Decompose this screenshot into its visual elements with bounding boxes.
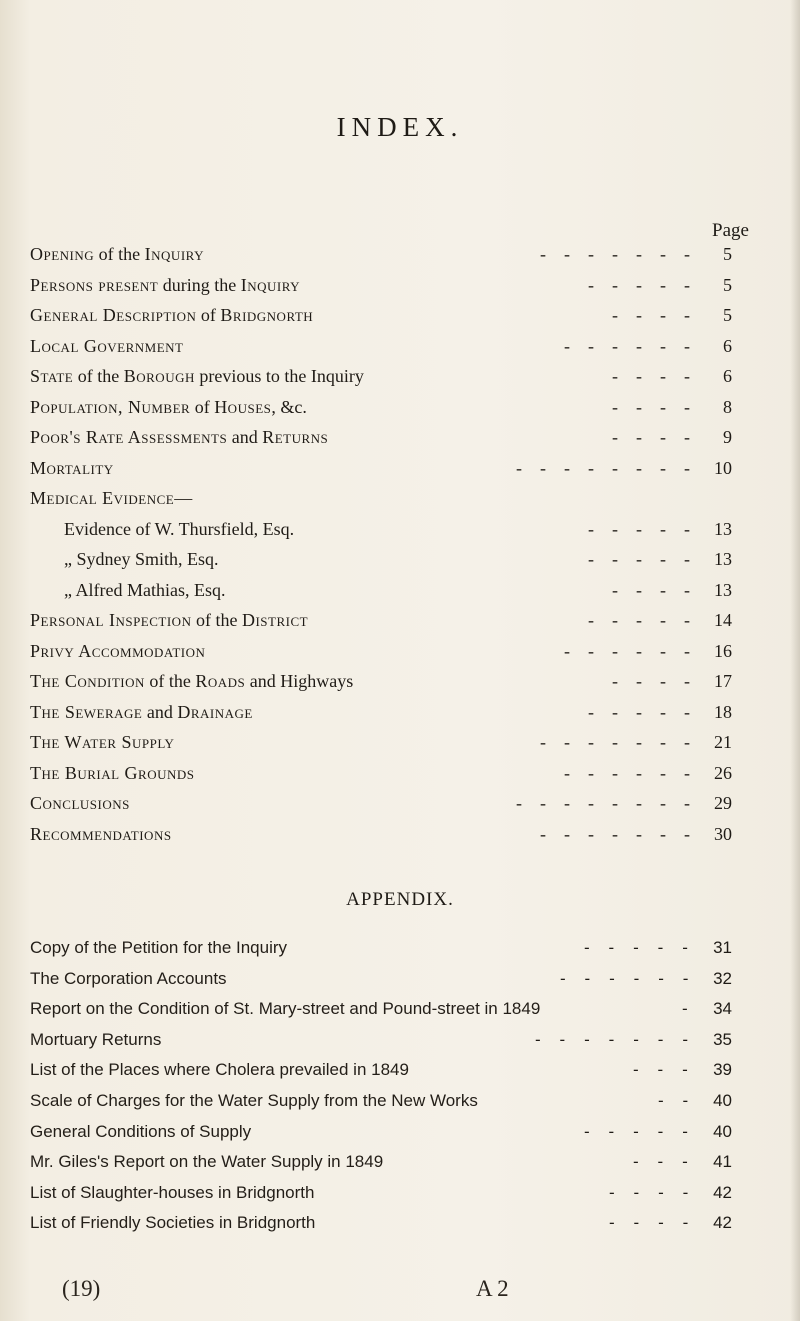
leader-dashes: - - - - - -	[564, 335, 690, 356]
label-segment: The Sewerage	[30, 701, 143, 722]
leader-dashes: - - - - - - -	[540, 732, 690, 752]
index-entry	[0, 793, 800, 821]
appendix-entry	[0, 1152, 800, 1180]
index-entry	[0, 671, 800, 699]
page-number: 17	[714, 671, 732, 691]
label-segment: of the	[73, 366, 124, 386]
index-entry	[0, 366, 800, 394]
signature-letter: A 2	[476, 1276, 509, 1301]
label-segment: The Condition	[30, 671, 145, 691]
page-number: 42	[713, 1182, 732, 1202]
label-segment: Population, Number	[30, 396, 191, 417]
label-segment: Opening	[30, 244, 95, 264]
appendix-entry	[0, 999, 800, 1027]
label-segment: previous to the Inquiry	[194, 366, 364, 386]
label-segment: State	[30, 366, 74, 386]
leader-dashes: - - - - - - - -	[516, 793, 690, 813]
leader-dashes: - -	[658, 1091, 689, 1110]
appendix-entry-label: General Conditions of Supply	[30, 1121, 252, 1141]
appendix-entry	[0, 1122, 800, 1150]
page-number: 13	[714, 579, 732, 600]
page-number: 6	[723, 335, 732, 356]
index-entry-label	[30, 488, 193, 509]
page-number: 26	[714, 762, 732, 783]
index-entry	[0, 580, 800, 608]
appendix-entry-label: Mr. Giles's Report on the Water Supply in 1849	[30, 1152, 384, 1172]
leader-dashes: - - - -	[612, 427, 690, 447]
index-entry	[0, 427, 800, 455]
page-number: 5	[723, 305, 732, 325]
label-segment: and	[142, 701, 178, 722]
leader-dashes: - - -	[633, 1060, 688, 1080]
leader-dashes: - - - - - -	[564, 762, 690, 783]
label-segment: The Burial Grounds	[30, 762, 195, 783]
page-number: 18	[714, 701, 732, 722]
index-entry-label	[30, 732, 174, 753]
leader-dashes: - - - -	[612, 671, 690, 691]
label-segment: District	[241, 610, 309, 630]
label-segment: , &c.	[271, 396, 307, 417]
page-number: 13	[714, 549, 732, 569]
label-segment: Privy Accommodation	[30, 640, 206, 661]
leader-dashes: - - - - -	[584, 938, 688, 957]
label-segment: General Description	[30, 305, 197, 325]
leader-dashes: - - - - -	[588, 610, 690, 630]
index-entry	[0, 702, 800, 730]
page-number: 42	[713, 1213, 732, 1233]
index-entry	[0, 458, 800, 486]
page-number: 5	[723, 274, 732, 295]
index-entry	[0, 488, 800, 516]
page-number: 34	[713, 999, 732, 1019]
page-column-header: Page	[712, 220, 749, 241]
page-number: 40	[713, 1091, 732, 1110]
label-segment: of	[190, 396, 215, 417]
label-segment: Poor's Rate Assessments	[30, 427, 228, 447]
appendix-entry-label: Scale of Charges for the Water Supply from the New Works	[30, 1091, 478, 1110]
label-segment: of the	[94, 244, 145, 264]
appendix-entry-label: Copy of the Petition for the Inquiry	[30, 938, 288, 957]
page-number: 5	[723, 244, 732, 264]
label-segment: Local Government	[30, 335, 184, 356]
leader-dashes: - - - - -	[584, 1121, 688, 1141]
label-segment: The Water Supply	[30, 732, 175, 752]
index-entry-label	[30, 610, 308, 631]
label-segment: Inquiry	[240, 274, 301, 295]
index-entry-label	[30, 824, 172, 845]
index-entry	[0, 641, 800, 669]
index-entry-label	[30, 366, 364, 387]
page-title: INDEX.	[336, 112, 464, 142]
index-entry-label	[30, 458, 114, 479]
index-entry	[0, 397, 800, 425]
appendix-entry-label: List of Friendly Societies in Bridgnorth	[30, 1213, 316, 1233]
index-entry	[0, 244, 800, 272]
appendix-entry	[0, 1183, 800, 1211]
label-segment: Conclusions	[30, 793, 130, 813]
page-number: 21	[714, 732, 732, 752]
leader-dashes: - - - - -	[588, 274, 690, 295]
label-segment: and	[227, 427, 263, 447]
index-entry	[0, 732, 800, 760]
appendix-entry	[0, 1213, 800, 1241]
appendix-entry	[0, 969, 800, 997]
index-entry-label	[30, 305, 313, 326]
appendix-entry	[0, 1030, 800, 1058]
label-segment: Personal Inspection	[30, 610, 192, 630]
index-entry-label	[30, 793, 130, 814]
label-segment: Persons present	[30, 274, 159, 295]
leader-dashes: - - - -	[612, 579, 690, 600]
page-number: 10	[714, 457, 732, 478]
appendix-entry-label: Mortuary Returns	[30, 1029, 162, 1049]
index-entry-label	[30, 763, 195, 784]
page-number: 30	[714, 823, 732, 844]
label-segment: Evidence of W. Thursfield, Esq.	[64, 518, 295, 539]
page-number: 8	[723, 396, 732, 417]
label-segment: Mortality	[30, 457, 114, 478]
leader-dashes: - - - - -	[588, 518, 690, 539]
signature-mark: (19)	[62, 1276, 101, 1301]
appendix-entry-label: The Corporation Accounts	[30, 968, 227, 988]
index-entry-label	[30, 427, 328, 448]
label-segment: Drainage	[177, 701, 253, 722]
page-number: 41	[713, 1152, 732, 1172]
leader-dashes: - - - - - -	[560, 968, 689, 988]
index-entry	[0, 824, 800, 852]
label-segment: Medical Evidence—	[30, 488, 193, 508]
leader-dashes: -	[682, 999, 688, 1019]
appendix-entry-label: Report on the Condition of St. Mary-street and Pound-street in 1849	[30, 999, 541, 1019]
page-number: 6	[723, 366, 732, 386]
label-segment: during the	[158, 274, 241, 295]
leader-dashes: - - - - - - -	[540, 823, 690, 844]
leader-dashes: - - - -	[609, 1213, 689, 1233]
leader-dashes: - - - - -	[588, 549, 690, 569]
index-entry-label	[64, 549, 219, 570]
page-number: 16	[714, 640, 732, 661]
appendix-title: APPENDIX.	[346, 889, 454, 910]
index-entry-label	[64, 580, 225, 601]
index-entry	[0, 305, 800, 333]
index-entry-label	[30, 244, 204, 265]
page-number: 13	[714, 518, 732, 539]
leader-dashes: - - - - - - -	[540, 244, 690, 264]
index-entry-label	[30, 397, 307, 418]
label-segment: „ Sydney Smith, Esq.	[64, 549, 219, 569]
index-entry	[0, 519, 800, 547]
label-segment: Recommendations	[30, 823, 172, 844]
appendix-entry	[0, 1091, 800, 1119]
leader-dashes: - - - - - - - -	[516, 457, 690, 478]
label-segment: of the	[144, 671, 196, 691]
page-number: 32	[713, 968, 732, 988]
leader-dashes: - - - -	[612, 366, 690, 386]
page-number: 29	[714, 793, 732, 813]
leader-dashes: - - - - - -	[564, 640, 690, 661]
index-entry	[0, 336, 800, 364]
label-segment: Roads	[195, 671, 246, 691]
leader-dashes: - - - - - - -	[535, 1029, 688, 1049]
label-segment: Bridgnorth	[220, 305, 314, 325]
leader-dashes: - - - - -	[588, 701, 690, 722]
appendix-entry-label: List of the Places where Cholera prevailed in 1849	[30, 1060, 409, 1080]
appendix-entry	[0, 1060, 800, 1088]
page-number: 14	[714, 610, 732, 630]
appendix-entry-label: List of Slaughter-houses in Bridgnorth	[30, 1182, 315, 1202]
index-entry-label	[30, 671, 353, 692]
leader-dashes: - - - -	[609, 1182, 689, 1202]
page-number: 40	[713, 1121, 732, 1141]
leader-dashes: - - -	[633, 1152, 688, 1172]
label-segment: Inquiry	[144, 244, 204, 264]
label-segment: Returns	[262, 427, 329, 447]
index-entry-label	[30, 275, 300, 296]
label-segment: and Highways	[245, 671, 354, 691]
page-number: 35	[713, 1029, 732, 1049]
index-entry	[0, 610, 800, 638]
index-entry-label	[30, 336, 184, 357]
index-entry-label	[64, 519, 294, 540]
index-entry-label	[30, 702, 253, 723]
page-number: 9	[723, 427, 732, 447]
index-entry	[0, 275, 800, 303]
page-number: 39	[713, 1060, 732, 1080]
index-entry-label	[30, 641, 205, 662]
label-segment: Houses	[214, 396, 272, 417]
index-entry	[0, 549, 800, 577]
page-number: 31	[713, 938, 732, 957]
index-entry	[0, 763, 800, 791]
leader-dashes: - - - -	[612, 396, 690, 417]
label-segment: „ Alfred Mathias, Esq.	[64, 579, 226, 600]
label-segment: Borough	[123, 366, 195, 386]
label-segment: of the	[191, 610, 242, 630]
leader-dashes: - - - -	[612, 305, 690, 325]
appendix-entry	[0, 938, 800, 966]
label-segment: of	[196, 305, 221, 325]
